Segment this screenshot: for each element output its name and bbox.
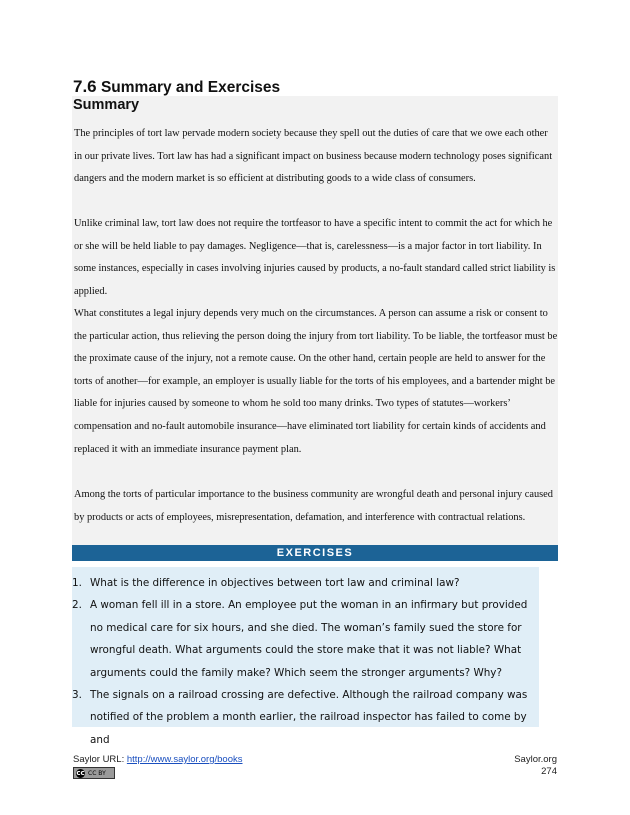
summary-paragraph: What constitutes a legal injury depends very much on the circumstances. A person can assume a risk or consent to the particular action, thus relieving the person doing the injury from tort liability. To be liable, the tortfeasor must be the proximate cause of the injury, not a remote cause. On the other hand, certain people are held to answer for the torts of another—for example, an employer is usually liable for the torts of his employees, and a bartender might be liable for injuries caused by someone to whom he sold too many drinks. Two types of statutes—workers’ compensation and no-fault automobile insurance—have eliminated tort liability for certain kinds of accidents and replaced it with an immediate insurance payment plan.: [74, 308, 558, 455]
footer-site: Saylor.org: [514, 754, 557, 765]
exercise-item: [72, 572, 539, 594]
exercise-item: [72, 594, 539, 684]
exercise-text: What is the difference in objectives between tort law and criminal law?: [90, 577, 460, 589]
exercise-number: 3.: [72, 689, 82, 702]
section-number: 7.6: [73, 77, 97, 96]
summary-paragraph: The principles of tort law pervade modern society because they spell out the duties of care that we owe each other in our private lives. Tort law has had a significant impact on business because modern technology poses significant dangers and the modern market is so efficient at distributing goods to a wide class of consumers.: [74, 128, 553, 185]
footer-url-label: Saylor URL:: [73, 754, 127, 765]
exercise-text: A woman fell ill in a store. An employee put the woman in an infirmary but provided no medical care for six hours, and she died. The woman’s family sued the store for wrongful death. What arguments could the store make that it was not liable? What arguments could the family make? Which seem the stronger arguments? Why?: [90, 599, 528, 679]
summary-paragraph: Unlike criminal law, tort law does not require the tortfeasor to have a specific intent to commit the act for which he or she will be held liable to pay damages. Negligence—that is, carelessness—is a major factor in tort liability. In some instances, especially in cases involving injuries caused by products, a no-fault standard called strict liability is applied.: [74, 218, 556, 297]
summary-heading: Summary: [73, 97, 140, 113]
cc-license-badge: [73, 767, 115, 779]
summary-paragraph: Among the torts of particular importance to the business community are wrongful death and personal injury caused by products or acts of employees, misrepresentation, defamation, and interference with contractual relations.: [74, 489, 553, 523]
footer-url-link[interactable]: http://www.saylor.org/books: [126, 754, 243, 765]
exercises-header: EXERCISES: [72, 545, 558, 561]
exercise-item: [72, 684, 539, 751]
page-number: 274: [541, 766, 557, 777]
exercise-number: 2.: [72, 599, 82, 612]
section-title: Summary and Exercises: [100, 79, 281, 96]
footer-source: [73, 754, 243, 765]
exercises-list: [72, 572, 539, 751]
exercise-text: The signals on a railroad crossing are defective. Although the railroad company was notified of the problem a month earlier, the railroad inspector has failed to come by and: [90, 689, 528, 746]
cc-icon: cc: [76, 768, 85, 777]
section-heading: [73, 77, 280, 97]
footer-right: [514, 754, 557, 778]
license-label: CC BY: [88, 769, 106, 777]
exercise-number: 1.: [72, 577, 82, 589]
